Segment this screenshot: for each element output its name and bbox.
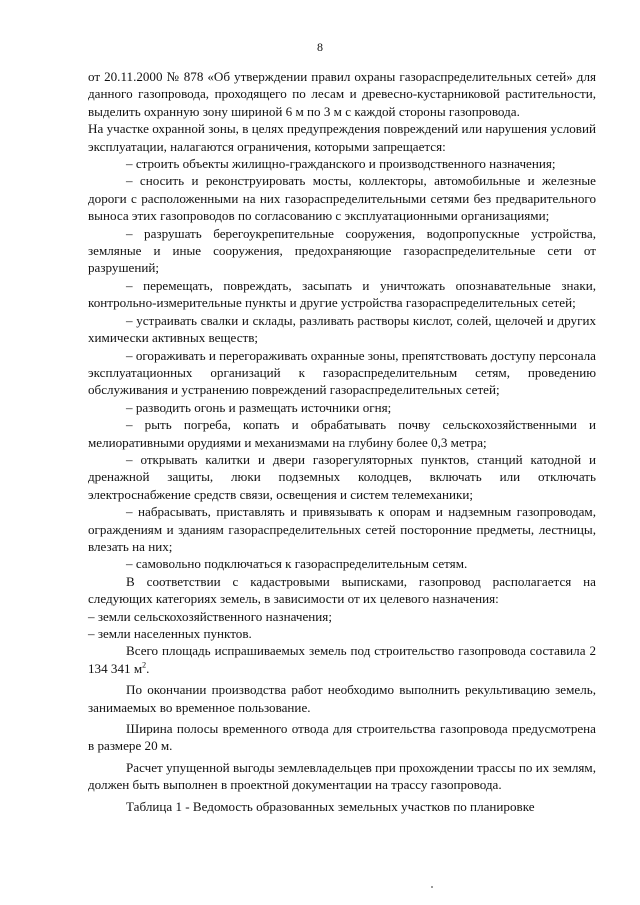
paragraph-restrictions-intro: На участке охранной зоны, в целях предупреждения повреждений или нарушения условий эксплуатации, налагаются ограничения, которыми запрещается: <box>88 121 596 154</box>
list-item-restriction: – огораживать и перегораживать охранные зоны, препятствовать доступу персонала эксплуатационных организаций к газораспределительным сетям, проведению обслуживания и устранению повреждений газораспределительных сетей; <box>88 347 596 398</box>
paragraph-intro: от 20.11.2000 № 878 «Об утверждении правил охраны газораспределительных сетей» для данного газопровода, проходящего по лесам и древесно-кустарниковой растительности, выделить охранную зону шириной 6 м по 3 м с каждой стороны газопровода. <box>88 69 596 119</box>
paragraph-recultivation: По окончании производства работ необходимо выполнить рекультивацию земель, занимаемых во временное пользование. <box>88 682 596 715</box>
list-item-restriction: – рыть погреба, копать и обрабатывать почву сельскохозяйственными и мелиоративными орудиями и механизмами на глубину более 0,3 метра; <box>88 417 596 450</box>
list-item-restriction: – разводить огонь и размещать источники огня; <box>126 399 392 415</box>
list-item-land-category: – земли населенных пунктов. <box>88 626 252 641</box>
list-item-restriction: – перемещать, повреждать, засыпать и уничтожать опознавательные знаки, контрольно-измерительные пункты и другие устройства газораспределительных сетей; <box>88 277 596 311</box>
area-unit-exponent: 2 <box>142 660 147 670</box>
list-item-restriction: – разрушать берегоукрепительные сооружения, водопропускные устройства, земляные и иные сооружения, предохраняющие газораспределительные сети от разрушений; <box>88 225 596 276</box>
list-item-restriction: – устраивать свалки и склады, разливать растворы кислот, солей, щелочей и других химически активных веществ; <box>88 312 596 346</box>
list-item-restriction: – набрасывать, приставлять и привязывать к опорам и надземным газопроводам, ограждениям и зданиям газораспределительных сетей посторонние предметы, лестницы, влезать на них; <box>88 504 596 554</box>
paragraph-lost-profit: Расчет упущенной выгоды землевладельцев при прохождении трассы по их землям, должен быть выполнен в проектной документации на трассу газопровода. <box>88 759 596 793</box>
list-item-restriction: – открывать калитки и двери газорегуляторных пунктов, станций катодной и дренажной защиты, люки подземных колодцев, включать или отключать электроснабжение средств связи, освещения и систем телемеханики; <box>88 451 596 502</box>
table-caption: Таблица 1 - Ведомость образованных земельных участков по планировке <box>126 798 535 814</box>
total-area-text: Всего площадь испрашиваемых земель под строительство газопровода составила 2 134 341 м <box>88 643 596 676</box>
paragraph-strip-width: Ширина полосы временного отвода для строительства газопровода предусмотрена в размере 20 м. <box>88 721 596 754</box>
list-item-restriction: – самовольно подключаться к газораспределительным сетям. <box>126 556 468 572</box>
page-number: 8 <box>317 40 323 54</box>
paragraph-total-area <box>88 642 596 677</box>
list-item-restriction: – сносить и реконструировать мосты, коллекторы, автомобильные и железные дороги с расположенными на них газораспределительными сетями без предварительного выноса этих газопроводов по согласованию с эксплуатационными организациями; <box>88 173 596 224</box>
page-text <box>88 68 596 815</box>
total-area-end: . <box>146 660 150 676</box>
paragraph-land-categories: В соответствии с кадастровыми выписками, газопровод располагается на следующих категориях земель, в зависимости от их целевого назначения: <box>88 573 596 607</box>
list-item-land-category: – земли сельскохозяйственного назначения; <box>88 608 332 624</box>
list-item-restriction: – строить объекты жилищно-гражданского и производственного назначения; <box>126 156 556 172</box>
scan-speck <box>431 886 433 888</box>
